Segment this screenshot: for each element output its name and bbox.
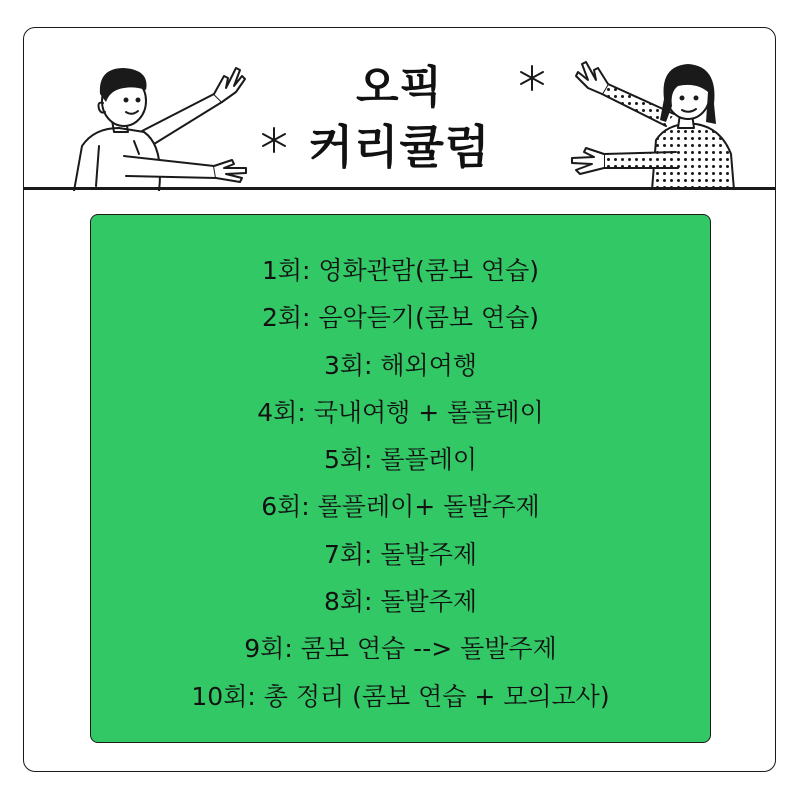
page-title-line1: 오픽 [355,62,443,113]
curriculum-item: 4회: 국내여행 + 롤플레이 [257,397,544,427]
curriculum-item: 10회: 총 정리 (콤보 연습 + 모의고사) [191,681,610,711]
page-title-line2: 커리큘럼 [308,120,491,174]
curriculum-item: 3회: 해외여행 [323,350,478,380]
curriculum-list [91,247,710,720]
curriculum-item: 9회: 콤보 연습 --> 돌발주제 [244,634,557,664]
curriculum-item: 7회: 돌발주제 [323,539,478,569]
curriculum-item: 5회: 롤플레이 [323,445,478,475]
header-divider [24,187,775,190]
curriculum-card [23,27,776,772]
curriculum-item: 2회: 음악듣기(콤보 연습) [261,303,540,333]
curriculum-item: 1회: 영화관람(콤보 연습) [261,256,540,285]
curriculum-item: 8회: 돌발주제 [323,587,478,617]
header [24,28,775,188]
curriculum-box [90,214,711,743]
curriculum-item: 6회: 롤플레이+ 돌발주제 [261,492,540,522]
